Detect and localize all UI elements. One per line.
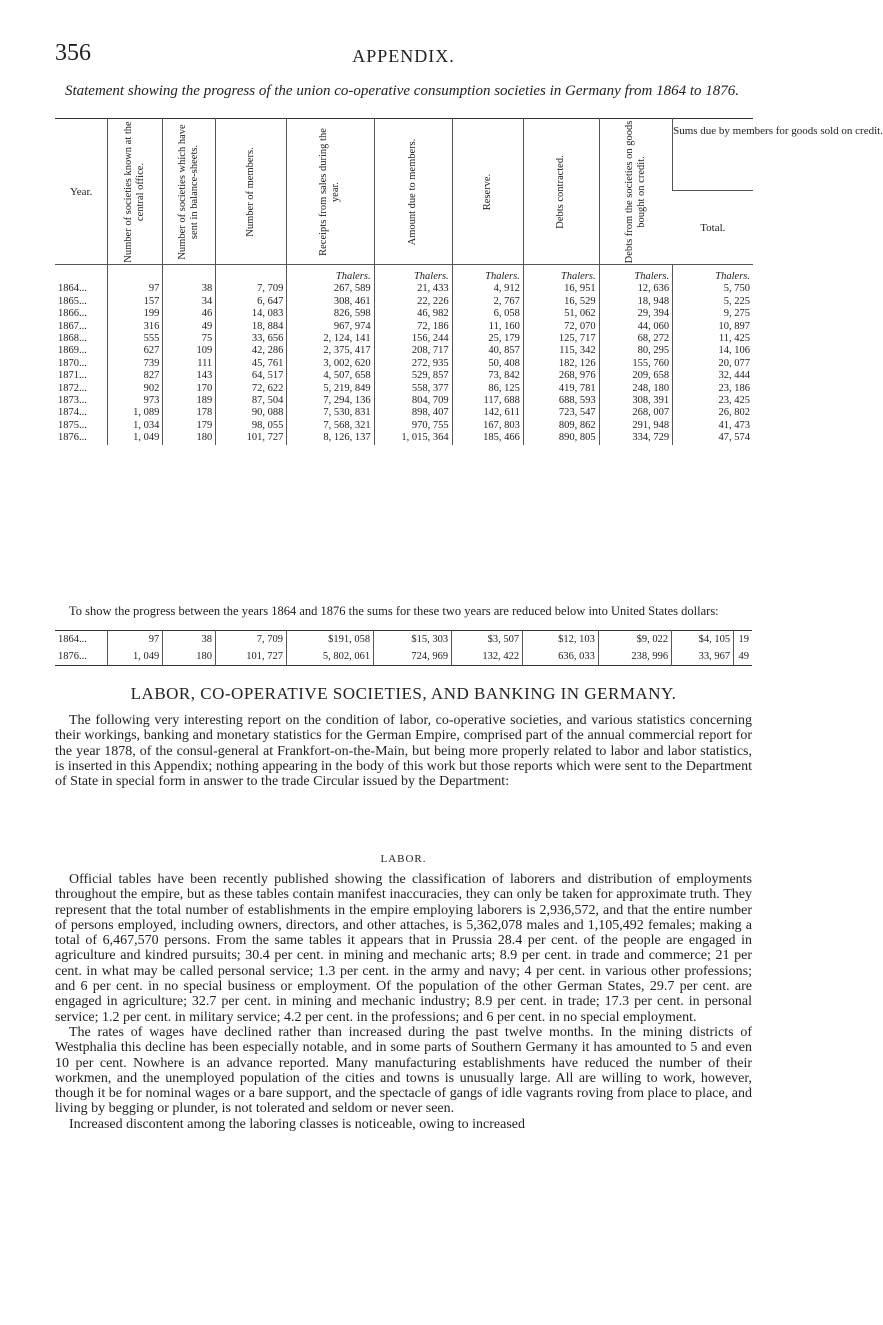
header-text: Receipts from sales during the year. [318,127,342,256]
col-receipts [287,119,374,265]
header-text: Number of members. [245,146,257,237]
labor-section [55,872,752,1132]
table-cell: 627 [108,345,163,357]
table-cell: 125, 717 [523,333,599,345]
table-cell: 11, 160 [452,321,523,333]
unit-cell: Thalers. [287,265,374,284]
units-row [55,265,753,284]
col-societies-known [108,119,163,265]
table-cell: 34 [163,296,216,308]
table-cell: $3, 507 [452,631,523,649]
table-cell: 199 [108,308,163,320]
table-cell: $4, 105 [672,631,734,649]
table-cell: 42, 286 [216,345,287,357]
unit-cell [163,265,216,284]
table-cell: 308, 461 [287,296,374,308]
unit-cell: Thalers. [599,265,672,284]
table-cell: 7, 709 [216,283,287,295]
table-row [55,283,753,295]
table-cell: 68, 272 [599,333,672,345]
col-members [216,119,287,265]
page-number: 356 [55,40,91,66]
table-row [55,420,753,432]
table-cell: 970, 755 [374,420,452,432]
table-cell: 132, 422 [452,648,523,666]
table-cell: 167, 803 [452,420,523,432]
table-cell: 32, 444 [673,370,753,382]
table-cell: 208, 717 [374,345,452,357]
table-cell: 44, 060 [599,321,672,333]
table-cell: 10, 897 [673,321,753,333]
table-cell: $15, 303 [374,631,452,649]
table-cell: 11, 425 [673,333,753,345]
table-cell: 967, 974 [287,321,374,333]
table-cell: 804, 709 [374,395,452,407]
table-cell: 14, 083 [216,308,287,320]
table-cell: 529, 857 [374,370,452,382]
unit-cell [55,265,108,284]
table-cell: 180 [163,648,216,666]
table-cell: 80, 295 [599,345,672,357]
table-cell: 268, 007 [599,407,672,419]
table-cell: 636, 033 [523,648,599,666]
table-cell: 143 [163,370,216,382]
table-cell: 23, 425 [673,395,753,407]
table-cell: 97 [108,631,163,649]
table-row [55,370,753,382]
table-cell: 101, 727 [215,648,286,666]
table-cell: 3, 002, 620 [287,358,374,370]
page-header [55,40,752,70]
dollars-table [55,630,752,666]
table-cell: 8, 126, 137 [287,432,374,444]
table-cell: 111 [163,358,216,370]
table-cell: 7, 530, 831 [287,407,374,419]
table-body [55,283,753,444]
table-cell: 180 [163,432,216,444]
table-cell: 64, 517 [216,370,287,382]
table-cell: 723, 547 [523,407,599,419]
table-cell: 33, 656 [216,333,287,345]
table-cell: 25, 179 [452,333,523,345]
table-cell: 2, 124, 141 [287,333,374,345]
table-cell: 73, 842 [452,370,523,382]
table-cell: 156, 244 [374,333,452,345]
table-cell: 419, 781 [523,383,599,395]
table-cell: 890, 805 [523,432,599,444]
table-cell: 4, 507, 658 [287,370,374,382]
table-cell: 1, 089 [108,407,163,419]
sums-due-header: Sums due by members for goods sold on credit. [673,119,753,191]
table-cell: 2, 767 [452,296,523,308]
table-row [55,432,753,444]
table-cell: 45, 761 [216,358,287,370]
table-cell: 41, 473 [673,420,753,432]
header-text: Amount due to members. [407,138,419,245]
table-cell: 724, 969 [374,648,452,666]
year-cell: 1871... [58,370,87,382]
table-cell: 16, 529 [523,296,599,308]
table-cell: 558, 377 [374,383,452,395]
table-cell: 19 [734,631,752,649]
table-cell: 49 [734,648,752,666]
table-cell: 189 [163,395,216,407]
table-cell: 7, 294, 136 [287,395,374,407]
unit-cell [108,265,163,284]
table-cell: 23, 186 [673,383,753,395]
reduction-note: To show the progress between the years 1864 and 1876 the sums for these two years are reduced below into United States dollars: [69,604,719,618]
table-cell: 268, 976 [523,370,599,382]
labor-paragraph-2: The rates of wages have declined rather than increased during the past twelve months. In the mining districts of Westphalia this decline has been especially notable, and in some parts of Southern Germany it has amounted to 5 and even 10 per cent. Nowhere is an advance reported. Many manufacturing establishments have reduced the number of their workmen, and the unemployed population of the cities and towns is unusually large. All are willing to work, however, though it be for nominal wages or a bare support, and the spectacle of gangs of idle vagrants roving from place to place, and living by begging or plunder, is not tolerated and seldom or never seen. [55,1024,752,1117]
table-cell: 827 [108,370,163,382]
table-cell: 178 [163,407,216,419]
table-cell: 1, 049 [108,648,163,666]
table-cell: $12, 103 [523,631,599,649]
year-cell: 1866... [58,308,87,320]
table-cell: 1, 049 [108,432,163,444]
table-cell: 22, 226 [374,296,452,308]
table-cell: 902 [108,383,163,395]
table-cell: 49 [163,321,216,333]
table-cell: 209, 658 [599,370,672,382]
table-row [55,407,753,419]
table-row [55,308,753,320]
table-row [55,321,753,333]
year-header: Year. [55,119,108,265]
year-cell: 1876... [58,432,87,444]
section-heading: LABOR, CO-OPERATIVE SOCIETIES, AND BANKING IN GERMANY. [130,684,677,703]
table-cell: 20, 077 [673,358,753,370]
labor-paragraph-1: Official tables have been recently published showing the classification of laborers and distribution of employments throughout the empire, but as these tables contain manifest inaccuracies, they can only be taken for approximate truth. They represent that the total number of establishments in the empire employing laborers is 2,936,572, and that the entire number of persons employed, including owners, directors, and other attaches, is 5,362,078 males and 1,105,492 females; making a total of 6,467,570 persons. From the same tables it appears that in Prussia 28.4 per cent. of the people are engaged in agriculture and kindred pursuits; 30.4 per cent. in mining and mechanic arts; 8.9 per cent. in trade and commerce; 21 per cent. in what may be called personal service; 1.3 per cent. in the army and navy; 4 per cent. in various other professions; and 6 per cent. in no special business or employment. Of the population of the other German States, 29.7 per cent. are engaged in agriculture; 32.7 per cent. in mining and mechanic industry; 8.9 per cent. in trade; 17.3 per cent. in personal service; 1.2 per cent. in military service; 4.2 per cent. in the professions; and 6 per cent. in no special employment. [55,872,752,1025]
table-cell: 6, 058 [452,308,523,320]
table-cell: 267, 589 [287,283,374,295]
col-debts-on-credit [599,119,672,265]
year-cell: 1869... [58,345,87,357]
col-balance-sheets [163,119,216,265]
table-cell: 185, 466 [452,432,523,444]
table-cell: $191, 058 [287,631,374,649]
table-row [55,395,753,407]
table-cell: 40, 857 [452,345,523,357]
table-cell: 248, 180 [599,383,672,395]
table-cell: 90, 088 [216,407,287,419]
table-cell: 898, 407 [374,407,452,419]
table-cell: 182, 126 [523,358,599,370]
table-cell: 5, 219, 849 [287,383,374,395]
header-text: Number of societies known at the central office. [123,120,147,263]
table-cell: 29, 394 [599,308,672,320]
table-cell: 33, 967 [672,648,734,666]
table-cell: 7, 709 [215,631,286,649]
table-cell: 308, 391 [599,395,672,407]
header-text: Debts from the societies on goods bought on credit. [623,120,647,263]
table-row [55,358,753,370]
intro-paragraph [55,713,752,789]
labor-paragraph-3: Increased discontent among the laboring classes is noticeable, owing to increased [69,1116,526,1132]
table-cell: 142, 611 [452,407,523,419]
table-row [55,631,752,649]
table-cell: $9, 022 [598,631,671,649]
table-cell: 75 [163,333,216,345]
table-cell: 179 [163,420,216,432]
table-cell: 170 [163,383,216,395]
table-row [55,345,753,357]
unit-cell: Thalers. [452,265,523,284]
running-title: APPENDIX. [352,46,455,66]
table-cell: 809, 862 [523,420,599,432]
header-text: Number of societies which have sent in balance-sheets. [177,123,201,260]
table-caption: Statement showing the progress of the union co-operative consumption societies in Germany from 1864 to 1876. [64,83,740,99]
table-cell: 316 [108,321,163,333]
year-cell: 1864... [58,283,87,295]
table-cell: 6, 647 [216,296,287,308]
table-cell: 117, 688 [452,395,523,407]
table-cell: 97 [108,283,163,295]
table-cell: 5, 225 [673,296,753,308]
table-cell: 38 [163,631,216,649]
table-cell: 1, 015, 364 [374,432,452,444]
table-cell: 4, 912 [452,283,523,295]
col-debts-contracted [523,119,599,265]
intro-text: The following very interesting report on the condition of labor, co-operative societies, and various statistics concerning their workings, banking and monetary statistics for the German Empire, comprised part of the annual commercial report for the year 1878, of the consul-general at Frankfort-on-the-Main, but being more properly related to labor and labor statistics, is inserted in this Appendix; nothing appearing in the body of this work but those reports which were sent to the Department of State in special form in answer to the trade Circular issued by the Department: [55,713,752,790]
table-cell: 5, 802, 061 [287,648,374,666]
unit-cell: Thalers. [374,265,452,284]
table-cell: 155, 760 [599,358,672,370]
year-cell: 1868... [58,333,87,345]
table-cell: 826, 598 [287,308,374,320]
year-cell: 1864... [58,634,87,645]
table-cell: 973 [108,395,163,407]
table-cell: 1, 034 [108,420,163,432]
year-cell: 1876... [58,651,87,662]
table-cell: 50, 408 [452,358,523,370]
table-cell: 101, 727 [216,432,287,444]
table-cell: 72, 186 [374,321,452,333]
header-text: Reserve. [481,173,493,210]
table-cell: 38 [163,283,216,295]
unit-cell [216,265,287,284]
statistics-table [55,118,883,445]
table-cell: 555 [108,333,163,345]
table-cell: 72, 622 [216,383,287,395]
year-cell: 1875... [58,419,87,431]
table-cell: 26, 802 [673,407,753,419]
table-cell: 291, 948 [599,420,672,432]
table-cell: 109 [163,345,216,357]
table-cell: 98, 055 [216,420,287,432]
table-row [55,383,753,395]
table-cell: 14, 106 [673,345,753,357]
dollars-table-body [55,631,752,666]
table-cell: 334, 729 [599,432,672,444]
table-cell: 21, 433 [374,283,452,295]
total-header: Total. [673,191,753,265]
table-cell: 86, 125 [452,383,523,395]
table-cell: 72, 070 [523,321,599,333]
table-cell: 16, 951 [523,283,599,295]
unit-cell: Thalers. [673,265,753,284]
table-cell: 51, 062 [523,308,599,320]
year-cell: 1873... [58,395,87,407]
col-amount-due [374,119,452,265]
table-cell: 739 [108,358,163,370]
table-cell: 688, 593 [523,395,599,407]
year-cell: 1870... [58,357,87,369]
table-row [55,648,752,666]
table-cell: 18, 884 [216,321,287,333]
table-cell: 9, 275 [673,308,753,320]
table-cell: 2, 375, 417 [287,345,374,357]
unit-cell: Thalers. [523,265,599,284]
header-text: Debts contracted. [555,154,567,229]
table-cell: 157 [108,296,163,308]
table-cell: 272, 935 [374,358,452,370]
table-cell: 87, 504 [216,395,287,407]
table-cell: 238, 996 [598,648,671,666]
table-cell: 46 [163,308,216,320]
year-cell: 1872... [58,382,87,394]
table-cell: 47, 574 [673,432,753,444]
table-row [55,296,753,308]
table-row [55,333,753,345]
year-cell: 1867... [58,320,87,332]
table-cell: 12, 636 [599,283,672,295]
table-cell: 7, 568, 321 [287,420,374,432]
table-cell: 46, 982 [374,308,452,320]
labor-heading: LABOR. [380,853,427,865]
col-reserve [452,119,523,265]
table-cell: 5, 750 [673,283,753,295]
table-cell: 18, 948 [599,296,672,308]
year-cell: 1874... [58,407,87,419]
table-cell: 115, 342 [523,345,599,357]
year-cell: 1865... [58,295,87,307]
